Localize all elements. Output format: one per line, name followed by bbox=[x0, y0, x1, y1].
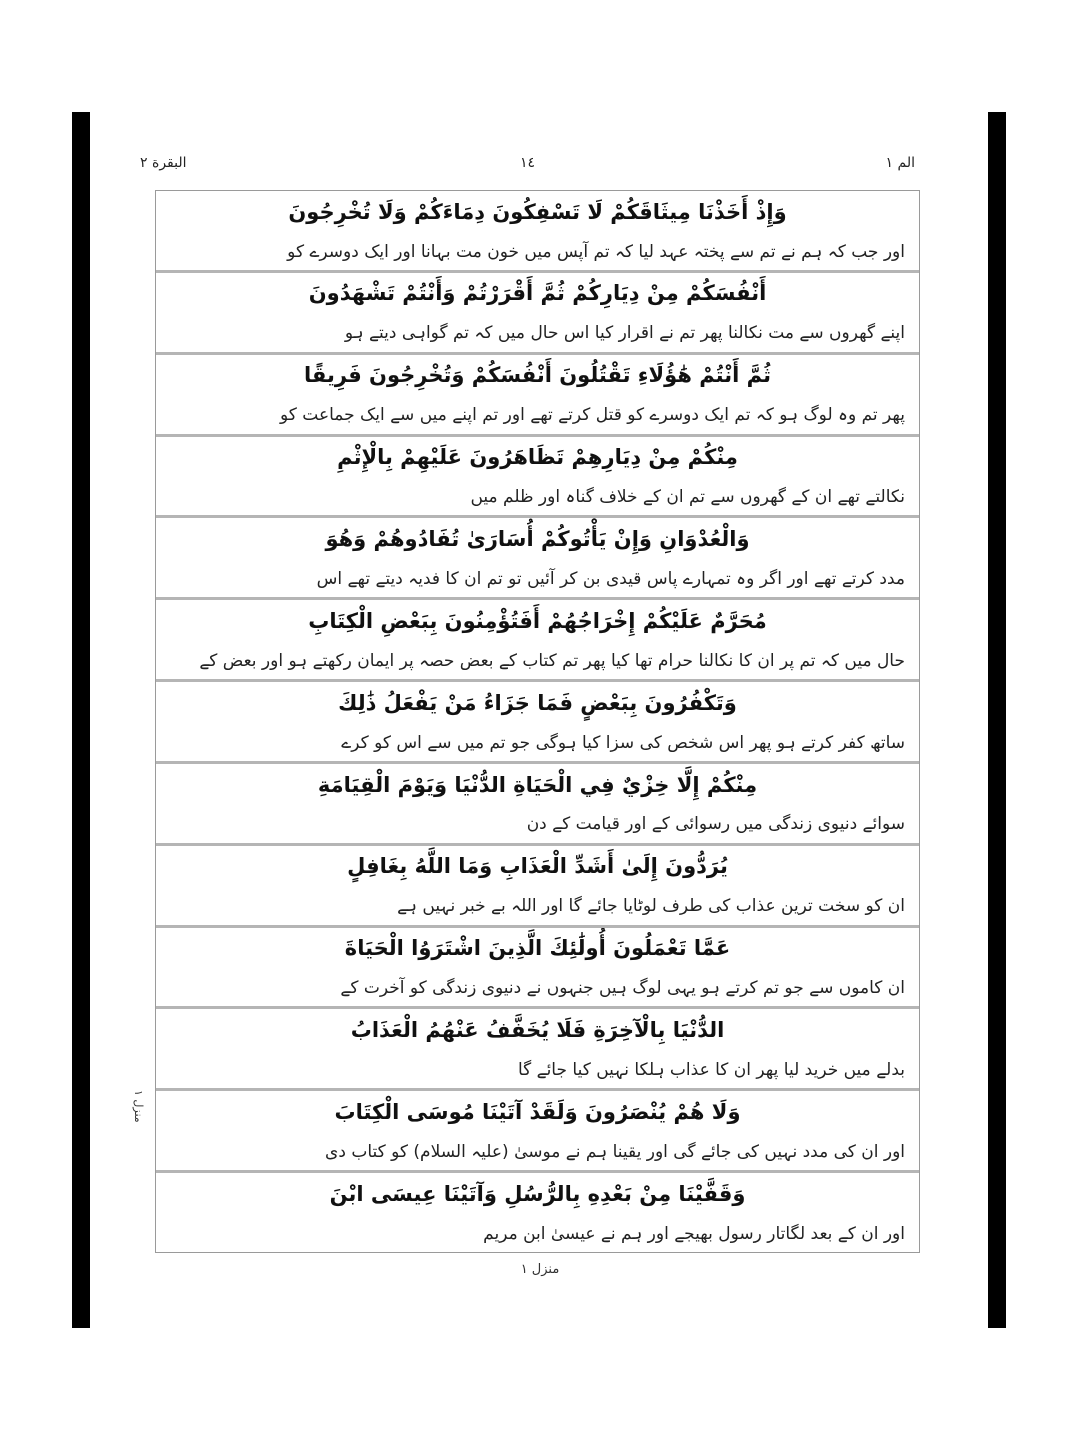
page-number: ١٤ bbox=[519, 155, 536, 171]
arabic-text: ثُمَّ أَنْتُمْ هَٰؤُلَاءِ تَقْتُلُونَ أَنْفُسَكُمْ وَتُخْرِجُونَ فَرِيقًا bbox=[304, 363, 771, 388]
right-page-border bbox=[988, 112, 1006, 1328]
arabic-text: وَلَا هُمْ يُنْصَرُونَ وَلَقَدْ آتَيْنَا مُوسَى الْكِتَابَ bbox=[334, 1099, 741, 1124]
arabic-text: مِنْكُمْ مِنْ دِيَارِهِمْ تَظَاهَرُونَ عَلَيْهِمْ بِالْإِثْمِ bbox=[337, 445, 738, 470]
urdu-translation: ساتھ کفر کرتے ہو پھر اس شخص کی سزا کیا ہوگی جو تم میں سے اس کو کرے bbox=[341, 732, 905, 753]
urdu-translation: اپنے گھروں سے مت نکالنا پھر تم نے اقرار کیا اس حال میں کہ تم گواہی دیتے ہو bbox=[344, 323, 905, 344]
arabic-text: وَإِذْ أَخَذْنَا مِيثَاقَكُمْ لَا تَسْفِكُونَ دِمَاءَكُمْ وَلَا تُخْرِجُونَ bbox=[288, 199, 787, 224]
urdu-translation: بدلے میں خرید لیا پھر ان کا عذاب ہلکا نہیں کیا جائے گا bbox=[517, 1060, 905, 1080]
header-surah-name: البقرة ٢ bbox=[140, 155, 187, 171]
verse-row bbox=[156, 355, 919, 437]
verse-row bbox=[156, 682, 919, 764]
arabic-text: وَتَكْفُرُونَ بِبَعْضٍ فَمَا جَزَاءُ مَنْ يَفْعَلُ ذَٰلِكَ bbox=[338, 690, 737, 715]
urdu-translation: پھر تم وہ لوگ ہو کہ تم ایک دوسرے کو قتل کرتے تھے اور تم اپنے میں سے ایک جماعت کو bbox=[279, 405, 905, 426]
arabic-text: يُرَدُّونَ إِلَىٰ أَشَدِّ الْعَذَابِ وَمَا اللَّهُ بِغَافِلٍ bbox=[347, 854, 728, 879]
verse-row bbox=[156, 437, 919, 519]
left-page-border bbox=[72, 112, 90, 1328]
arabic-text: عَمَّا تَعْمَلُونَ أُولَٰئِكَ الَّذِينَ اشْتَرَوُا الْحَيَاةَ bbox=[344, 936, 731, 961]
header-para-name: الم ١ bbox=[885, 155, 915, 171]
verse-row bbox=[156, 600, 919, 682]
verse-row bbox=[156, 1091, 919, 1173]
arabic-text: مُحَرَّمٌ عَلَيْكُمْ إِخْرَاجُهُمْ أَفَتُؤْمِنُونَ بِبَعْضِ الْكِتَابِ bbox=[308, 608, 767, 633]
arabic-text: مِنْكُمْ إِلَّا خِزْيٌ فِي الْحَيَاةِ الدُّنْيَا وَيَوْمَ الْقِيَامَةِ bbox=[317, 772, 758, 797]
verse-row bbox=[156, 273, 919, 355]
verse-row bbox=[156, 1173, 919, 1252]
verse-row bbox=[156, 1009, 919, 1091]
verse-row bbox=[156, 764, 919, 846]
arabic-text: وَقَفَّيْنَا مِنْ بَعْدِهِ بِالرُّسُلِ وَآتَيْنَا عِيسَى ابْنَ bbox=[329, 1181, 746, 1206]
urdu-translation: اور جب کہ ہم نے تم سے پختہ عہد لیا کہ تم آپس میں خون مت بہانا اور ایک دوسرے کو bbox=[287, 241, 905, 262]
urdu-translation: سوائے دنیوی زندگی میں رسوائی کے اور قیامت کے دن bbox=[526, 814, 905, 835]
urdu-translation: اور ان کے بعد لگاتار رسول بھیجے اور ہم نے عیسیٰ ابن مریم bbox=[483, 1223, 905, 1244]
urdu-translation: ان کو سخت ترین عذاب کی طرف لوٹایا جائے گا اور اللہ بے خبر نہیں ہے bbox=[397, 896, 905, 917]
urdu-translation: مدد کرتے تھے اور اگر وہ تمہارے پاس قیدی بن کر آئیں تو تم ان کا فدیہ دیتے تھے اس bbox=[316, 568, 905, 589]
margin-note: منزل ١ bbox=[132, 1090, 145, 1123]
verse-row bbox=[156, 846, 919, 928]
verse-row bbox=[156, 928, 919, 1010]
page-footer: منزل ١ bbox=[520, 1262, 560, 1277]
urdu-translation: حال میں کہ تم پر ان کا نکالنا حرام تھا کیا پھر تم کتاب کے بعض حصہ پر ایمان رکھتے ہو اور بعض کے bbox=[199, 650, 905, 671]
verse-frame bbox=[155, 190, 920, 1253]
page-header bbox=[140, 155, 915, 185]
arabic-text: الدُّنْيَا بِالْآخِرَةِ فَلَا يُخَفَّفُ عَنْهُمُ الْعَذَابُ bbox=[350, 1018, 725, 1043]
arabic-text: وَالْعُدْوَانِ وَإِنْ يَأْتُوكُمْ أُسَارَىٰ تُفَادُوهُمْ وَهُوَ bbox=[325, 527, 750, 552]
arabic-text: أَنْفُسَكُمْ مِنْ دِيَارِكُمْ ثُمَّ أَقْرَرْتُمْ وَأَنْتُمْ تَشْهَدُونَ bbox=[308, 281, 767, 306]
urdu-translation: نکالتے تھے ان کے گھروں سے تم ان کے خلاف گناہ اور ظلم میں bbox=[470, 487, 905, 508]
verse-row bbox=[156, 518, 919, 600]
urdu-translation: اور ان کی مدد نہیں کی جائے گی اور یقینا ہم نے موسیٰ (علیہ السلام) کو کتاب دی bbox=[325, 1141, 905, 1162]
urdu-translation: ان کاموں سے جو تم کرتے ہو یہی لوگ ہیں جنہوں نے دنیوی زندگی کو آخرت کے bbox=[340, 978, 905, 999]
verse-row bbox=[156, 191, 919, 273]
